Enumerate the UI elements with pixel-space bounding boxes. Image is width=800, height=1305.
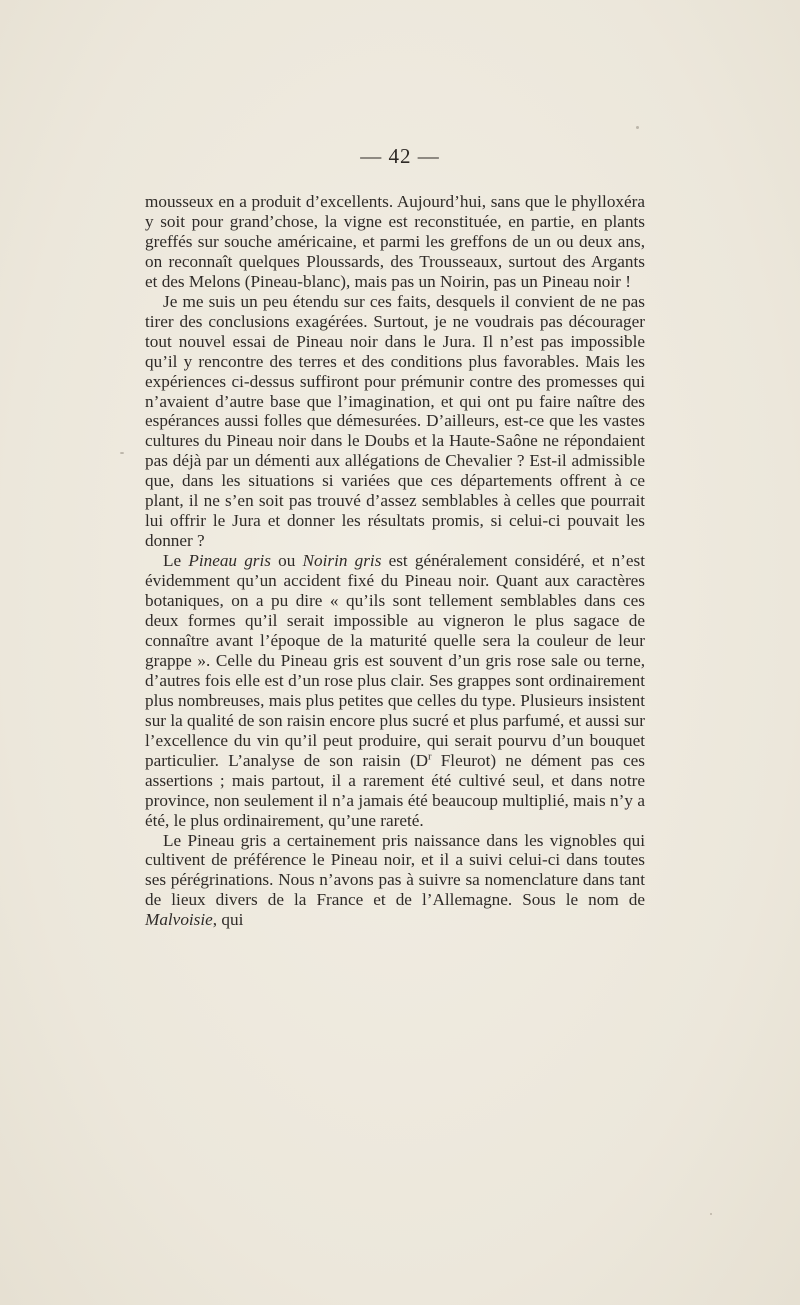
text-run: Fleurot) ne dément pas ces assertions ; mais partout, il a rarement été cultivé seul, et dans notre province, non seulement il n’a jamais été beaucoup multiplié, mais n’y a été, le plus ordinairement, qu’une rareté. (145, 750, 645, 830)
paragraph-1 (145, 192, 645, 292)
text-run: Je me suis un peu étendu sur ces faits, desquels il convient de ne pas tirer des conclusions exagérées. Surtout, je ne voudrais pas décourager tout nouvel essai de Pineau noir dans le Jura. Il n’est pas impossible qu’il y rencontre des terres et des conditions plus favorables. Mais les expériences ci-dessus suffiront pour prémunir contre des promesses qui n’avaient d’autre base que l’imagination, et qui ont pu faire naître des espérances aussi folles que démesurées. D’ailleurs, est-ce que les vastes cultures du Pineau noir dans le Doubs et la Haute-Saône ne répondaient pas déjà par un démenti aux allégations de Chevalier ? Est-il admissible que, dans les situations si variées que ces départements offrent à ce plant, il ne s’en soit pas trouvé d’assez semblables à celles que pourrait lui offrir le Jura et donner les résultats promis, si celui-ci pouvait les donner ? (145, 291, 645, 551)
text-run: est généralement considéré, et n’est évidemment qu’un accident fixé du Pineau noir. Quant aux caractères botaniques, on a pu dire « qu’ils sont tellement semblables dans ces deux formes qu’il serait impossible au vigneron le plus sagace de connaître avant l’époque de la maturité quelle sera la couleur de leur grappe ». Celle du Pineau gris est souvent d’un gris rose sale ou terne, d’autres fois elle est d’un rose plus clair. Ses grappes sont ordinairement plus nombreuses, mais plus petites que celles du type. Plusieurs insistent sur la qualité de son raisin encore plus sucré et plus parfumé, et aussi sur l’excellence du vin qu’il peut produire, qui serait pourvu d’un bouquet particulier. L’analyse de son raisin (D (145, 551, 645, 770)
body-text (145, 192, 645, 930)
italic-term: Malvoisie (145, 910, 213, 930)
paragraph-4 (145, 831, 645, 931)
paper-speck (120, 452, 124, 454)
paragraph-2 (145, 292, 645, 551)
page-number: — 42 — (360, 144, 440, 168)
paper-speck (636, 126, 639, 129)
text-run: Le Pineau gris a certainement pris naissance dans les vignobles qui cultivent de préférence le Pineau noir, et il a suivi celui-ci dans toutes ses pérégrinations. Nous n’avons pas à suivre sa nomenclature dans tant de lieux divers de la France et de l’Allemagne. Sous le nom de (145, 830, 645, 910)
text-run: , qui (212, 910, 244, 930)
text-run: mousseux en a produit d’excellents. Aujourd’hui, sans que le phylloxéra y soit pour grand’chose, la vigne est reconstituée, en partie, en plants greffés sur souche américaine, et parmi les greffons de un ou deux ans, on reconnaît quelques Ploussards, des Trousseaux, surtout des Argants et des Melons (Pineau-blanc), mais pas un Noirin, pas un Pineau noir ! (145, 192, 645, 291)
italic-term: Noirin gris (302, 551, 382, 571)
paper-speck (710, 1213, 712, 1215)
text-run: Le (163, 551, 189, 571)
text-run: ou (270, 551, 303, 571)
italic-term: Pineau gris (188, 551, 271, 571)
paragraph-3 (145, 551, 645, 830)
superscript: r (428, 750, 432, 762)
